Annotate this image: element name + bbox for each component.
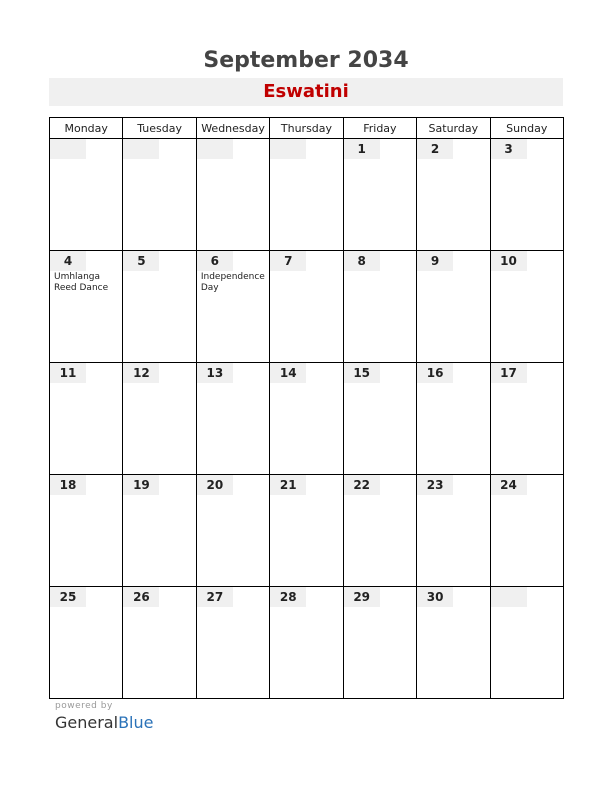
day-number: 27 <box>197 587 233 607</box>
day-cell <box>123 587 196 699</box>
day-cell <box>50 363 123 475</box>
holiday-list <box>197 271 269 294</box>
day-cell <box>490 587 563 699</box>
page-title: September 2034 <box>203 48 409 73</box>
day-number: 10 <box>491 251 527 271</box>
day-number <box>491 587 527 607</box>
day-number: 24 <box>491 475 527 495</box>
day-number: 26 <box>123 587 159 607</box>
holiday-label: Reed Dance <box>54 283 109 293</box>
day-cell <box>343 475 416 587</box>
week-row <box>50 251 564 363</box>
day-cell <box>196 251 269 363</box>
day-cell <box>50 139 123 251</box>
day-cell <box>490 251 563 363</box>
week-row <box>50 587 564 699</box>
day-cell <box>196 587 269 699</box>
day-number: 20 <box>197 475 233 495</box>
day-number: 8 <box>344 251 380 271</box>
day-number: 22 <box>344 475 380 495</box>
weekday-header-wednesday: Wednesday <box>196 118 269 139</box>
country-banner <box>49 78 563 106</box>
day-number: 2 <box>417 139 453 159</box>
day-cell <box>123 139 196 251</box>
week-row <box>50 475 564 587</box>
day-number: 16 <box>417 363 453 383</box>
day-number: 9 <box>417 251 453 271</box>
weekday-header-thursday: Thursday <box>270 118 343 139</box>
day-cell <box>490 139 563 251</box>
day-cell <box>490 475 563 587</box>
day-number <box>270 139 306 159</box>
day-cell <box>196 139 269 251</box>
day-number: 29 <box>344 587 380 607</box>
day-cell <box>417 251 490 363</box>
brand-logo[interactable] <box>55 713 153 733</box>
brand-name-blue: Blue <box>118 713 154 732</box>
day-number <box>197 139 233 159</box>
day-number: 11 <box>50 363 86 383</box>
day-number: 4 <box>50 251 86 271</box>
day-cell <box>490 363 563 475</box>
day-number: 28 <box>270 587 306 607</box>
holiday-label: Day <box>200 283 219 293</box>
weekday-header-row <box>50 118 564 139</box>
day-number: 30 <box>417 587 453 607</box>
holiday-label: Umhlanga <box>54 272 101 282</box>
day-number: 14 <box>270 363 306 383</box>
day-number: 13 <box>197 363 233 383</box>
calendar-grid <box>49 117 564 699</box>
weekday-header-saturday: Saturday <box>417 118 490 139</box>
weekday-header-sunday: Sunday <box>490 118 563 139</box>
day-cell <box>270 139 343 251</box>
weekday-header-monday: Monday <box>50 118 123 139</box>
day-cell <box>50 587 123 699</box>
day-number <box>123 139 159 159</box>
day-number: 18 <box>50 475 86 495</box>
day-number: 7 <box>270 251 306 271</box>
day-cell <box>50 475 123 587</box>
day-number: 6 <box>197 251 233 271</box>
footer <box>55 700 153 733</box>
day-number: 15 <box>344 363 380 383</box>
week-row <box>50 363 564 475</box>
week-row <box>50 139 564 251</box>
day-cell <box>50 251 123 363</box>
day-cell <box>270 251 343 363</box>
day-cell <box>270 587 343 699</box>
day-cell <box>417 587 490 699</box>
day-number <box>50 139 86 159</box>
day-cell <box>343 587 416 699</box>
brand-name-general: General <box>55 713 119 732</box>
day-cell <box>270 363 343 475</box>
day-number: 5 <box>123 251 159 271</box>
holiday-list <box>50 271 122 294</box>
day-cell <box>343 139 416 251</box>
day-cell <box>123 475 196 587</box>
holiday-label: Independence <box>200 272 265 282</box>
weekday-header-friday: Friday <box>343 118 416 139</box>
day-cell <box>343 251 416 363</box>
day-cell <box>196 363 269 475</box>
day-number: 12 <box>123 363 159 383</box>
day-number: 19 <box>123 475 159 495</box>
powered-by-label: powered by <box>55 701 113 711</box>
day-cell <box>123 363 196 475</box>
day-number: 23 <box>417 475 453 495</box>
day-number: 17 <box>491 363 527 383</box>
day-cell <box>123 251 196 363</box>
country-name: Eswatini <box>263 81 349 102</box>
weekday-header-tuesday: Tuesday <box>123 118 196 139</box>
day-number: 1 <box>344 139 380 159</box>
day-number: 3 <box>491 139 527 159</box>
day-cell <box>196 475 269 587</box>
day-cell <box>417 363 490 475</box>
day-cell <box>270 475 343 587</box>
day-number: 25 <box>50 587 86 607</box>
day-cell <box>417 475 490 587</box>
day-cell <box>417 139 490 251</box>
day-number: 21 <box>270 475 306 495</box>
day-cell <box>343 363 416 475</box>
